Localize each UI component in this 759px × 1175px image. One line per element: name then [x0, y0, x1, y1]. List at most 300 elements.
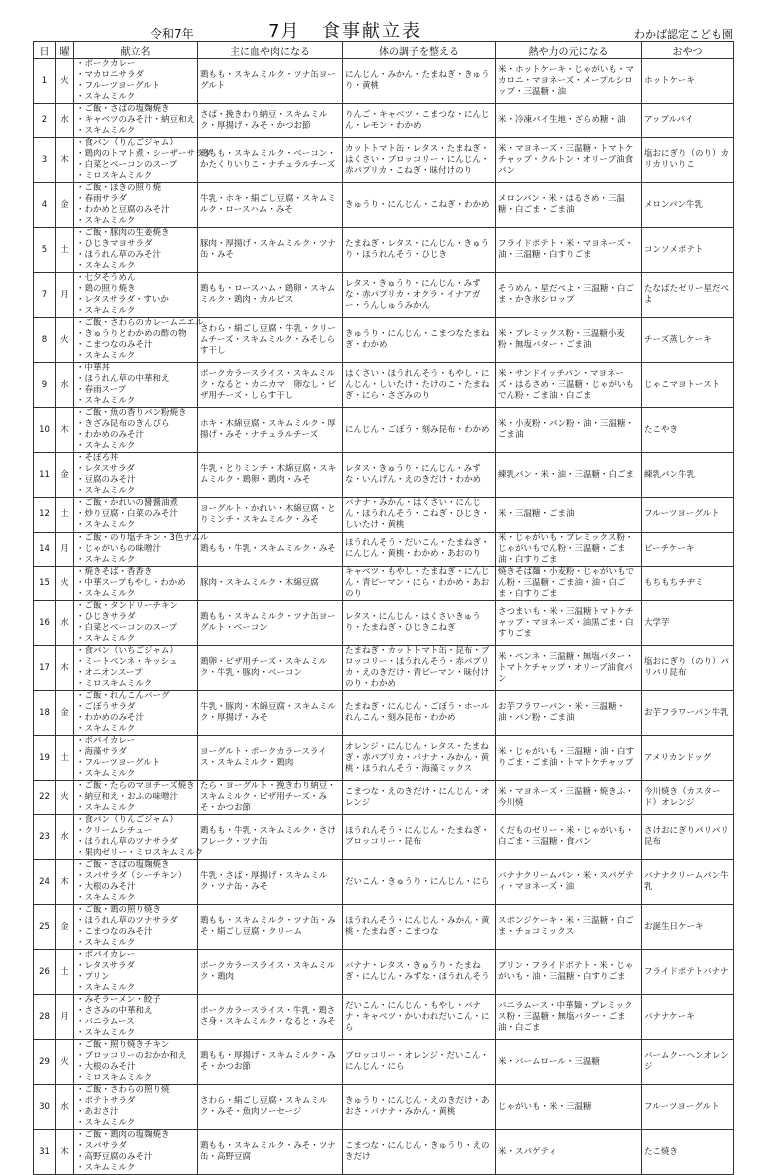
snack-cell: たなばたゼリー星だぺよ — [642, 273, 734, 318]
dish-item: ・ほうれん草のツナサラダ — [76, 916, 178, 927]
weekday-cell: 水 — [56, 104, 74, 138]
body-foods-cell: レタス・にんじん・はくさいきゅうり・たまねぎ・ひじきこねぎ — [343, 601, 496, 646]
table-row — [34, 601, 734, 646]
dish-item: ・スキムミルク — [76, 306, 136, 317]
day-cell: 22 — [34, 781, 56, 815]
snack-cell: さけおにぎりパリパリ昆布 — [642, 815, 734, 860]
snack-cell: バームクーヘンオレンジ — [642, 1040, 734, 1085]
day-cell: 16 — [34, 601, 56, 646]
dish-item: ・鶏の照り焼き — [76, 284, 136, 295]
weekday-cell: 土 — [56, 228, 74, 273]
blood-foods-cell: 牛乳・豚肉・木綿豆腐・スキムミルク・厚揚げ・みそ — [198, 691, 343, 736]
dish-item: ・ご飯・魚の香りパン粉焼き — [76, 408, 187, 419]
blood-foods-cell: 鶏卵・ピザ用チーズ・スキムミルク・牛乳・豚肉・ベーコン — [198, 646, 343, 691]
energy-foods-cell: 米・じゃがいも・プレミックス粉・じゃがいもでん粉・三温糖・ごま油・白すりごま — [496, 532, 642, 566]
dish-item: ・こまつなのみそ汁 — [76, 340, 153, 351]
dish-item: ・レタスサラダ — [76, 961, 135, 972]
dish-item: ・わかめのみそ汁 — [76, 713, 145, 724]
snack-cell: 練乳パン牛乳 — [642, 453, 734, 498]
dish-item: ・ポテトサラダ — [76, 1096, 136, 1107]
day-cell: 9 — [34, 363, 56, 408]
day-cell: 29 — [34, 1040, 56, 1085]
body-foods-cell: バナナ・レタス・きゅうり・たまねぎ・にんじん・みずな・ほうれんそう — [343, 950, 496, 995]
dish-cell — [74, 736, 198, 781]
dish-cell — [74, 104, 198, 138]
day-cell: 28 — [34, 995, 56, 1040]
snack-cell: たこ焼き — [642, 1130, 734, 1175]
energy-foods-cell: フライドポテト・米・マヨネーズ・油・三温糖・白すりごま — [496, 228, 642, 273]
dish-item: ・ポークカレー — [76, 59, 136, 69]
energy-foods-cell: 米・ホットケーキ・じゃがいも・マカロニ・マヨネーズ・メープルシロップ・三温糖・油 — [496, 59, 642, 104]
table-row — [34, 363, 734, 408]
weekday-cell: 木 — [56, 138, 74, 183]
dish-item: ・スキムミルク — [76, 1118, 136, 1129]
col-weekday-header: 曜 — [56, 42, 74, 59]
dish-item: ・ご飯・れんこんバーグ — [76, 691, 170, 702]
energy-foods-cell: 米・スパゲティ — [496, 1130, 642, 1175]
snack-cell: アメリカンドッグ — [642, 736, 734, 781]
dish-item: ・スキムミルク — [76, 1163, 136, 1174]
blood-foods-cell: ポークカラースライス・牛乳・鶏ささ身・スキムミルク・なると・みそ — [198, 995, 343, 1040]
blood-foods-cell: ポークカラースライス・スキムミルク・鶏肉 — [198, 950, 343, 995]
dish-item: ・ご飯・照り焼きチキン — [76, 1040, 170, 1051]
dish-cell — [74, 183, 198, 228]
dish-item: ・スキムミルク — [76, 261, 136, 272]
school-name: わかば認定こども園 — [634, 28, 733, 41]
day-cell: 25 — [34, 905, 56, 950]
blood-foods-cell: 鶏もも・スキムミルク・ツナ缶ヨーグルト — [198, 59, 343, 104]
table-row — [34, 453, 734, 498]
weekday-cell: 火 — [56, 566, 74, 600]
dish-item: ・スキムミルク — [76, 893, 136, 904]
body-foods-cell: きゅうり・にんじん・えのきだけ・あおさ・バナナ・みかん・黄桃 — [343, 1085, 496, 1130]
col-body-header: 体の調子を整える — [343, 42, 496, 59]
day-cell: 18 — [34, 691, 56, 736]
weekday-cell: 火 — [56, 1040, 74, 1085]
dish-item: ・スキムミルク — [76, 554, 136, 565]
snack-cell: コンソメポテト — [642, 228, 734, 273]
dish-item: ・ご飯・豚肉の生姜焼き — [76, 228, 170, 239]
weekday-cell: 木 — [56, 1130, 74, 1175]
dish-cell — [74, 691, 198, 736]
snack-cell: 大学芋 — [642, 601, 734, 646]
table-row — [34, 228, 734, 273]
blood-foods-cell: 鶏もも・スキムミルク・ツナ缶ヨーグルト・ベーコン — [198, 601, 343, 646]
dish-item: ・大根のみそ汁 — [76, 1062, 136, 1073]
body-foods-cell: ほうれんそう・にんじん・たまねぎ・ブロッコリー・昆布 — [343, 815, 496, 860]
weekday-cell: 月 — [56, 532, 74, 566]
col-dish-header: 献立名 — [74, 42, 198, 59]
weekday-cell: 月 — [56, 995, 74, 1040]
energy-foods-cell: 米・三温糖・ごま油 — [496, 498, 642, 532]
dish-item: ・ミートペンネ・キッシュ — [76, 657, 178, 668]
day-cell: 7 — [34, 273, 56, 318]
energy-foods-cell: お芋フラワーパン・米・三温糖・油・パン粉・ごま油 — [496, 691, 642, 736]
snack-cell: たこやき — [642, 408, 734, 453]
body-foods-cell: キャベツ・もやし・たまねぎ・にんじん・青ピーマン・にら・わかめ・あおのり — [343, 566, 496, 600]
dish-item: ・ミロスキムミルク — [76, 171, 153, 182]
dish-item: ・白菜とベーコンのスープ — [76, 160, 178, 171]
dish-item: ・ご飯・鶏肉の塩麹焼き — [76, 1130, 170, 1141]
table-row — [34, 950, 734, 995]
dish-item: ・ごぼうサラダ — [76, 702, 136, 713]
weekday-cell: 水 — [56, 601, 74, 646]
header — [0, 0, 759, 40]
weekday-cell: 木 — [56, 860, 74, 905]
dish-cell — [74, 1130, 198, 1175]
dish-cell — [74, 1085, 198, 1130]
menu-table — [33, 41, 734, 1175]
dish-item: ・みそラーメン・餃子 — [76, 995, 161, 1006]
energy-foods-cell: さつまいも・米・三温糖トマトケチャップ・マヨネーズ・油黒ごま・白すりごま — [496, 601, 642, 646]
dish-cell — [74, 950, 198, 995]
dish-item: ・スキムミルク — [76, 520, 136, 531]
snack-cell: メロンパン牛乳 — [642, 183, 734, 228]
blood-foods-cell: ホキ・木綿豆腐・スキムミルク・厚揚げ・みそ・ナチュラルチーズ — [198, 408, 343, 453]
dish-item: ・ほうれん草のツナサラダ — [76, 837, 178, 848]
table-row — [34, 1040, 734, 1085]
dish-item: ・レタスサラダ — [76, 464, 135, 475]
dish-item: ・焼きそば・香香き — [76, 567, 153, 578]
table-row — [34, 736, 734, 781]
weekday-cell: 火 — [56, 59, 74, 104]
dish-item: ・スキムミルク — [76, 441, 136, 452]
body-foods-cell: にんじん・みかん・たまねぎ・きゅうり・黄桃 — [343, 59, 496, 104]
dish-cell — [74, 318, 204, 363]
snack-cell: ピーチケーキ — [642, 532, 734, 566]
weekday-cell: 火 — [56, 318, 74, 363]
dish-item: ・フルーツヨーグルト — [76, 81, 161, 91]
energy-foods-cell: 米・ペンネ・三温糖・無塩バター・トマトケチャップ・オリーブ油食パン — [496, 646, 642, 691]
day-cell: 23 — [34, 815, 56, 860]
energy-foods-cell: 焼きそば麺・小麦粉・じゃがいもでん粉・三温糖・ごま油・油・白ごま・白すりごま — [496, 566, 642, 600]
dish-item: ・ミロスキムミルク — [76, 679, 153, 690]
dish-item: ・食パン（りんごジャム） — [76, 138, 178, 149]
table-row — [34, 646, 734, 691]
energy-foods-cell: メロンパン・米・はるさめ・三温糖・白ごま・ごま油 — [496, 183, 642, 228]
dish-cell — [74, 138, 212, 183]
day-cell: 4 — [34, 183, 56, 228]
table-row — [34, 318, 734, 363]
dish-item: ・ひじきマヨサラダ — [76, 239, 153, 250]
col-energy-header: 熱や力の元になる — [496, 42, 642, 59]
energy-foods-cell: そうめん・星だぺよ・三温糖・白ごま・かき氷シロップ — [496, 273, 642, 318]
col-snack-header: おやつ — [642, 42, 734, 59]
table-header-row — [34, 42, 734, 59]
day-cell: 10 — [34, 408, 56, 453]
dish-item: ・スパサラダ — [76, 1141, 127, 1152]
dish-item: ・オニオンスープ — [76, 668, 143, 679]
weekday-cell: 木 — [56, 646, 74, 691]
energy-foods-cell: 練乳パン・米・油・三温糖・白ごま — [496, 453, 642, 498]
dish-cell — [74, 860, 198, 905]
blood-foods-cell: さば・挽きわり納豆・スキムミルク・厚揚げ・みそ・かつお節 — [198, 104, 343, 138]
dish-item: ・ご飯・タンドリーチキン — [76, 601, 178, 612]
dish-item: ・ポパイカレー — [76, 950, 136, 961]
blood-foods-cell: さわら・絹ごし豆腐・スキムミルク・みそ・魚肉ソーセージ — [198, 1085, 343, 1130]
dish-item: ・スパサラダ（シーチキン） — [76, 871, 187, 882]
weekday-cell: 火 — [56, 781, 74, 815]
body-foods-cell: だいこん・にんじん・もやし・バナナ・キャベツ・かいわれだいこん・にら — [343, 995, 496, 1040]
body-foods-cell: きゅうり・にんじん・こねぎ・わかめ — [343, 183, 496, 228]
day-cell: 1 — [34, 59, 56, 104]
weekday-cell: 金 — [56, 453, 74, 498]
weekday-cell: 月 — [56, 273, 74, 318]
energy-foods-cell: じゃがいも・米・三温糖 — [496, 1085, 642, 1130]
body-foods-cell: こまつな・えのきだけ・にんじん・オレンジ — [343, 781, 496, 815]
body-foods-cell: ブロッコリー・オレンジ・だいこん・にんじん・にら — [343, 1040, 496, 1085]
snack-cell: 塩おにぎり（のり）パリパリ昆布 — [642, 646, 734, 691]
dish-cell — [74, 781, 198, 815]
dish-item: ・スキムミルク — [76, 92, 136, 102]
weekday-cell: 土 — [56, 950, 74, 995]
dish-item: ・スキムミルク — [76, 216, 136, 227]
body-foods-cell: レタス・きゅうり・にんじん・みずな・いんげん・えのきだけ・わかめ — [343, 453, 496, 498]
energy-foods-cell: 米・サンドイッチパン・マヨネーズ・はるさめ・三温糖・じゃがいもでん粉・ごま油・白ごま — [496, 363, 642, 408]
dish-item: ・きゅうりとわかめの酢の物 — [76, 329, 187, 340]
col-day-header: 日 — [34, 42, 56, 59]
snack-cell: アップルパイ — [642, 104, 734, 138]
table-row — [34, 532, 734, 566]
weekday-cell: 土 — [56, 736, 74, 781]
blood-foods-cell: ヨーグルト・ポークカラースライス・スキムミルク・鶏肉 — [198, 736, 343, 781]
dish-item: ・ささみの中華和え — [76, 1006, 153, 1017]
blood-foods-cell: 牛乳・ホキ・絹ごし豆腐・スキムミルク・ロースハム・みそ — [198, 183, 343, 228]
dish-cell — [74, 601, 198, 646]
dish-item: ・中華スープもやし・わかめ — [76, 578, 186, 589]
day-cell: 24 — [34, 860, 56, 905]
dish-cell — [74, 995, 198, 1040]
snack-cell: もちもちチヂミ — [642, 566, 734, 600]
dish-item: ・フルーツヨーグルト — [76, 758, 161, 769]
snack-cell: じゃこマヨトースト — [642, 363, 734, 408]
body-foods-cell: たまねぎ・カットトマト缶・昆布・ブロッコリー・ほうれんそう・赤パプリカ・えのきだけ・青ピーマン・昧付けのり・わかめ — [343, 646, 496, 691]
day-cell: 8 — [34, 318, 56, 363]
dish-item: ・食パン（りんごジャム） — [76, 815, 178, 826]
blood-foods-cell: ヨーグルト・かれい・木綿豆腐・とりミンチ・スキムミルク・みそ — [198, 498, 343, 532]
dish-item: ・スキムミルク — [76, 938, 136, 949]
dish-item: ・ご飯・たらのマヨチーズ焼き — [76, 781, 195, 792]
blood-foods-cell: 豚肉・スキムミルク・木綿豆腐 — [198, 566, 343, 600]
blood-foods-cell: 鶏もも・牛乳・スキムミルク・みそ — [198, 532, 343, 566]
dish-item: ・春雨サラダ — [76, 194, 127, 205]
table-row — [34, 905, 734, 950]
dish-item: ・マカロニサラダ — [76, 70, 144, 80]
blood-foods-cell: 鶏もも・スキムミルク・みそ・ツナ缶・高野豆腐 — [198, 1130, 343, 1175]
weekday-cell: 水 — [56, 363, 74, 408]
month-label: 7月 — [268, 21, 300, 42]
dish-cell — [74, 905, 198, 950]
dish-item: ・ご飯・かれいの醤醤油煮 — [76, 498, 179, 509]
table-row — [34, 691, 734, 736]
dish-cell — [74, 273, 198, 318]
blood-foods-cell: ポークカラースライス・スキムミルク・なると・カニカマ 卵なし・ピザ用チーズ・しらす干し — [198, 363, 343, 408]
energy-foods-cell: プリン・フライドポテト・米・じゃがいも・油・三温糖・白すりごま — [496, 950, 642, 995]
snack-cell: フルーツヨーグルト — [642, 498, 734, 532]
dish-cell — [74, 59, 198, 104]
day-cell: 17 — [34, 646, 56, 691]
dish-item: ・プリン — [76, 972, 110, 983]
body-foods-cell: バナナ・みかん・はくさい・にんじん・ほうれんそう・こねぎ・ひじき・しいたけ・黄桃 — [343, 498, 496, 532]
dish-item: ・スキムミルク — [76, 1028, 136, 1039]
dish-item: ・ご飯・ほきの照り焼 — [76, 183, 162, 194]
dish-item: ・ひじきサラダ — [76, 612, 136, 623]
dish-item: ・ほうれん草のみそ汁 — [76, 250, 162, 261]
weekday-cell: 土 — [56, 498, 74, 532]
body-foods-cell: きゅうり・にんじん・こまつなたまねぎ・わかめ — [343, 318, 496, 363]
snack-cell: フライドポテトバナナ — [642, 950, 734, 995]
snack-cell: バナナクリームパン牛乳 — [642, 860, 734, 905]
day-cell: 3 — [34, 138, 56, 183]
table-row — [34, 273, 734, 318]
dish-cell — [74, 228, 198, 273]
dish-item: ・ブロッコリーのおかか和え — [76, 1051, 187, 1062]
dish-item: ・中華丼 — [76, 363, 111, 374]
dish-item: ・スキムミルク — [76, 983, 136, 994]
energy-foods-cell: くだものゼリー・米・じゃがいも・白ごま・三温糖・食パン — [496, 815, 642, 860]
dish-item: ・ミロスキムミルク — [76, 1073, 153, 1084]
blood-foods-cell: 鶏もも・スキムミルク・ツナ缶・みそ・絹ごし豆腐・クリーム — [198, 905, 343, 950]
table-row — [34, 408, 734, 453]
body-foods-cell: カットトマト缶・レタス・たまねぎ・はくさい・ブロッコリー・にんじん・赤パプリカ・こねぎ・昧付けのり — [343, 138, 496, 183]
dish-item: ・食パン（いちごジャム） — [76, 646, 178, 657]
snack-cell: 塩おにぎり（のり）カリカリいりこ — [642, 138, 734, 183]
weekday-cell: 水 — [56, 1085, 74, 1130]
body-foods-cell: だいこん・きゅうり・にんじん・にら — [343, 860, 496, 905]
energy-foods-cell: スポンジケーキ・米・三温糖・白ごま・チョコミックス — [496, 905, 642, 950]
dish-cell — [74, 532, 209, 566]
weekday-cell: 金 — [56, 691, 74, 736]
dish-item: ・クリームシチュー — [76, 826, 153, 837]
blood-foods-cell: 鶏もも・ロースハム・鶏卵・スキムミルク・鶏肉・カルピス — [198, 273, 343, 318]
dish-item: ・バニラムース — [76, 1017, 135, 1028]
dish-item: ・わかめのみそ汁 — [76, 430, 145, 441]
snack-cell: バナナケーキ — [642, 995, 734, 1040]
table-row — [34, 860, 734, 905]
energy-foods-cell: 米・マヨネーズ・三温糖・トマトケチャップ・クルトン・オリーブ油食パン — [496, 138, 642, 183]
dish-item: ・春雨スープ — [76, 385, 127, 396]
energy-foods-cell: バナナクリームパン・米・スパゲティ・マヨネーズ・油 — [496, 860, 642, 905]
era-label: 令和7年 — [150, 27, 194, 41]
dish-item: ・ご飯・さばの塩麹焼き — [76, 104, 170, 115]
dish-item: ・あおさ汁 — [76, 1107, 119, 1118]
dish-item: ・わかめと豆腐のみそ汁 — [76, 205, 170, 216]
dish-item: ・鶏肉のトマト煮・シーザーサラダ — [76, 149, 212, 160]
body-foods-cell: にんじん・ごぼう・刻み昆布・わかめ — [343, 408, 496, 453]
day-cell: 26 — [34, 950, 56, 995]
page-title: 食事献立表 — [322, 21, 422, 42]
dish-item: ・ご飯・のり塩チキン・3色ナムル — [76, 532, 209, 543]
body-foods-cell: ほうれんそう・にんじん・みかん・黄桃・たまねぎ・こまつな — [343, 905, 496, 950]
table-row — [34, 815, 734, 860]
table-row — [34, 59, 734, 104]
dish-item: ・白菜とベーコンのスープ — [76, 623, 178, 634]
dish-item: ・スキムミルク — [76, 589, 136, 600]
dish-item: ・スキムミルク — [76, 126, 136, 137]
table-row — [34, 566, 734, 600]
dish-item: ・スキムミルク — [76, 769, 136, 780]
dish-item: ・七夕そうめん — [76, 273, 136, 284]
day-cell: 14 — [34, 532, 56, 566]
blood-foods-cell: 牛乳・とりミンチ・木綿豆腐・スキムミルク・鶏卵・鶏肉・みそ — [198, 453, 343, 498]
dish-item: ・ほうれん草の中華和え — [76, 374, 170, 385]
table-row — [34, 498, 734, 532]
table-row — [34, 104, 734, 138]
dish-item: ・スキムミルク — [76, 396, 136, 407]
body-foods-cell: たまねぎ・にんじん・ごぼう・ホールれんこん・刻み昆布・わかめ — [343, 691, 496, 736]
dish-item: ・ご飯・さばの塩麹焼き — [76, 860, 170, 871]
dish-item: ・スキムミルク — [76, 351, 136, 362]
dish-item: ・キャベツのみそ汁・納豆和え — [76, 115, 196, 126]
dish-item: ・ご飯・鶏の照り焼き — [76, 905, 162, 916]
body-foods-cell: りんご・キャベツ・こまつな・にんじん・レモン・わかめ — [343, 104, 496, 138]
dish-item: ・ご飯・さわらのカレームニエル — [76, 318, 204, 329]
dish-item: ・海藻サラダ — [76, 747, 127, 758]
energy-foods-cell: 米・小麦粉・パン粉・油・三温糖・ごま油 — [496, 408, 642, 453]
dish-cell — [74, 498, 198, 532]
dish-cell — [74, 646, 198, 691]
snack-cell: お誕生日ケーキ — [642, 905, 734, 950]
body-foods-cell: レタス・きゅうり・にんじん・みずな・赤パプリカ・オクラ・イナアガー・うんしゅうみかん — [343, 273, 496, 318]
energy-foods-cell: 米・プレミックス粉・三温糖小麦粉・無塩バター・ごま油 — [496, 318, 642, 363]
weekday-cell: 水 — [56, 815, 74, 860]
body-foods-cell: はくさい・ほうれんそう・もやし・にんじん・しいたけ・たけのこ・たまねぎ・にら・さざみのり — [343, 363, 496, 408]
dish-cell — [74, 363, 198, 408]
blood-foods-cell: 鶏もも・牛乳・スキムミルク・さけフレーク・ツナ缶 — [198, 815, 343, 860]
dish-item: ・スキムミルク — [76, 486, 136, 497]
dish-item: ・果肉ゼリー・ミロスキムミルク — [76, 848, 204, 859]
day-cell: 12 — [34, 498, 56, 532]
day-cell: 15 — [34, 566, 56, 600]
body-foods-cell: たまねぎ・レタス・にんじん・きゅうり・ほうれんそう・ひじき — [343, 228, 496, 273]
snack-cell: 今川焼き（カスタード）オレンジ — [642, 781, 734, 815]
energy-foods-cell: 米・マヨネーズ・三温糖・焼きふ・今川焼 — [496, 781, 642, 815]
energy-foods-cell: 米・バームロール・三温糖 — [496, 1040, 642, 1085]
day-cell: 31 — [34, 1130, 56, 1175]
snack-cell: フルーツヨーグルト — [642, 1085, 734, 1130]
table-row — [34, 781, 734, 815]
dish-cell — [74, 1040, 198, 1085]
dish-item: ・こまつなのみそ汁 — [76, 927, 153, 938]
menu-table-body — [34, 59, 734, 1175]
day-cell: 2 — [34, 104, 56, 138]
blood-foods-cell: たら・ヨーグルト・挽きわり納豆・スキムミルク・ピザ用チーズ・みそ・かつお節 — [198, 781, 343, 815]
dish-item: ・きざみ昆布のきんぴら — [76, 419, 170, 430]
day-cell: 19 — [34, 736, 56, 781]
dish-item: ・納豆和え・おふの味噌汁 — [76, 792, 179, 803]
table-row — [34, 183, 734, 228]
energy-foods-cell: バニラムース・中華麺・プレミックス粉・三温糖・無塩バター・ごま油・白ごま — [496, 995, 642, 1040]
dish-item: ・じゃがいもの味噌汁 — [76, 543, 162, 554]
day-cell: 11 — [34, 453, 56, 498]
dish-item: ・大根のみそ汁 — [76, 882, 136, 893]
blood-foods-cell: 牛乳・さば・厚揚げ・スキムミルク・ツナ缶・みそ — [198, 860, 343, 905]
dish-cell — [74, 566, 198, 600]
dish-item: ・高野豆腐のみそ汁 — [76, 1152, 153, 1163]
body-foods-cell: オレンジ・にんじん・レタス・たまねぎ・赤パプリカ・バナナ・みかん・黄桃・ほうれんそう・海藻ミックス — [343, 736, 496, 781]
body-foods-cell: こまつな・にんじん・きゅうり・えのきだけ — [343, 1130, 496, 1175]
dish-item: ・ご飯・さわらの照り焼 — [76, 1085, 170, 1096]
body-foods-cell: ほうれんそう・だいこん・たまねぎ・にんじん・黄桃・わかめ・あおのり — [343, 532, 496, 566]
day-cell: 30 — [34, 1085, 56, 1130]
table-row — [34, 138, 734, 183]
snack-cell: ホットケーキ — [642, 59, 734, 104]
energy-foods-cell: 米・じゃがいも・三温糖・油・白すりごま・ごま油・トマトケチャップ — [496, 736, 642, 781]
dish-item: ・炒り豆腐・白菜のみそ汁 — [76, 509, 179, 520]
blood-foods-cell: さわら・絹ごし豆腐・牛乳・クリームチーズ・スキムミルク・みそしらす干し — [198, 318, 343, 363]
dish-cell — [74, 815, 204, 860]
blood-foods-cell: 豚肉・厚揚げ・スキムミルク・ツナ缶・みそ — [198, 228, 343, 273]
